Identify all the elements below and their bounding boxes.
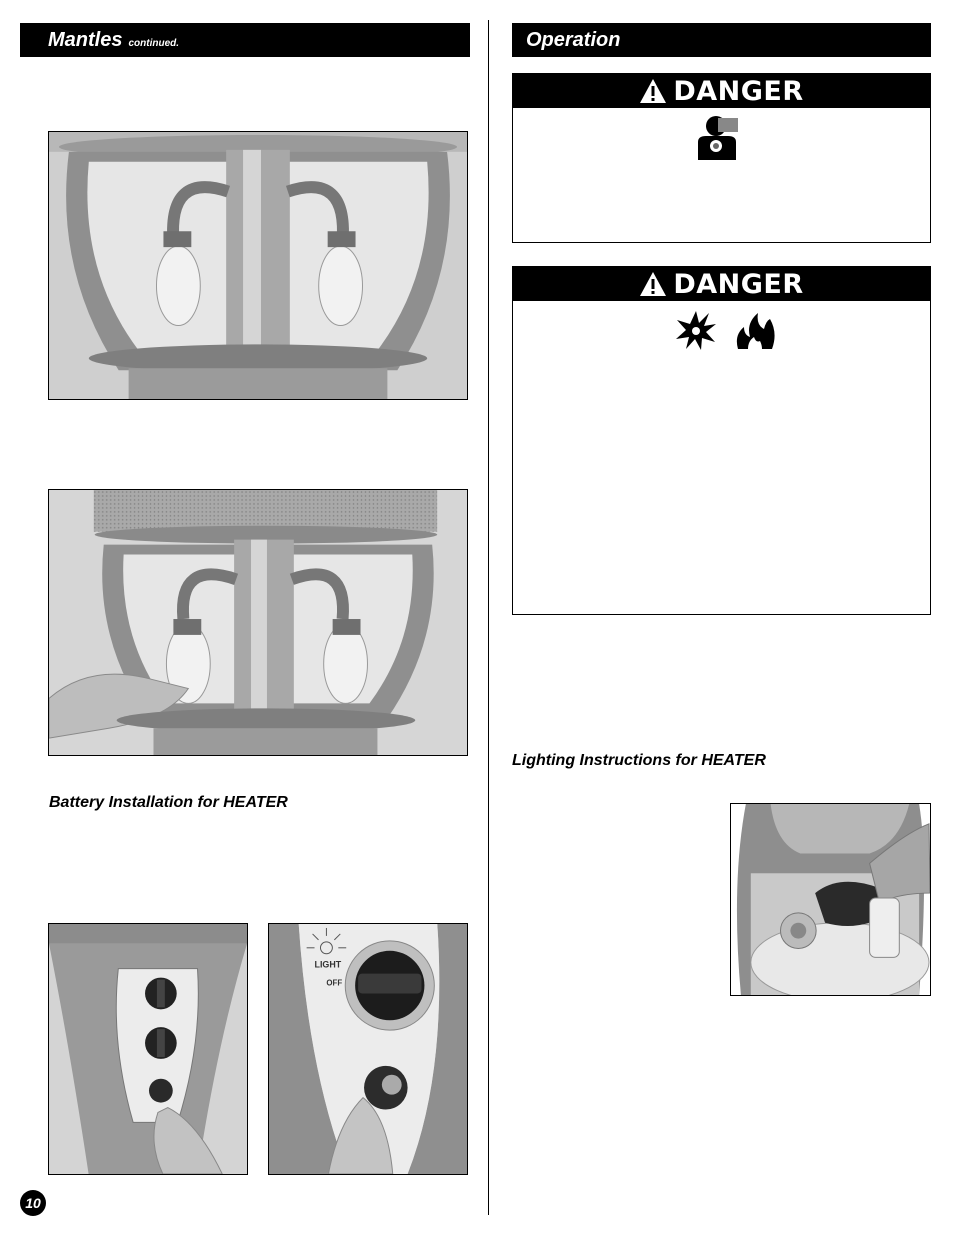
mantle-photo-2 [48,489,468,756]
tank-valve-photo [730,803,931,996]
breathing-hazard-icon [696,114,744,160]
column-divider [488,20,489,1215]
section-title: Operation [526,29,621,51]
danger-box-2 [512,266,931,615]
off-label: OFF [326,978,343,988]
danger-header [513,74,930,108]
fire-hazard-icon [734,311,776,351]
battery-installation-caption: Battery Installation for HEATER [49,794,288,811]
danger-box-1 [512,73,931,243]
light-label: LIGHT [314,959,342,970]
danger-header [513,267,930,301]
light-knob-closeup-photo [268,923,468,1175]
warning-triangle-icon [639,78,667,104]
lighting-instructions-caption: Lighting Instructions for HEATER [512,752,766,769]
mantle-photo-1 [48,131,468,400]
page-number: 10 [20,1190,46,1216]
control-panel-photo [48,923,248,1175]
danger-label: DANGER [673,268,804,300]
danger-label: DANGER [673,75,804,107]
mantles-section-header [20,23,470,57]
section-continued-label: continued. [128,38,180,49]
explosion-hazard-icon [675,309,717,351]
section-title: Mantles [48,29,123,51]
warning-triangle-icon [639,271,667,297]
operation-section-header [512,23,931,57]
